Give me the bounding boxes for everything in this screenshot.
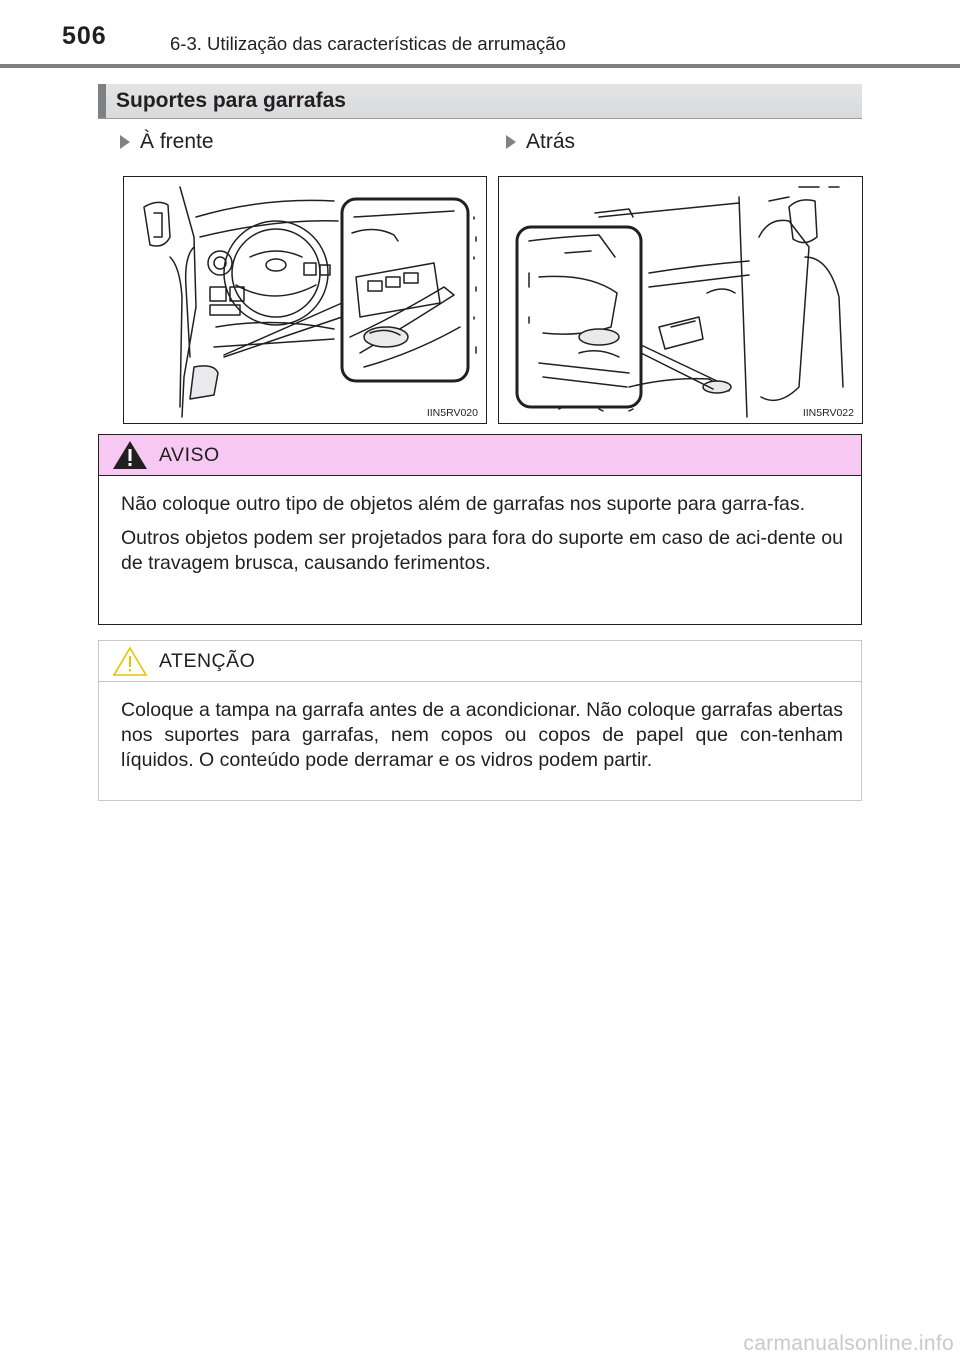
aviso-title: AVISO	[159, 444, 220, 466]
aviso-body	[99, 476, 861, 576]
front-label	[120, 130, 214, 154]
atencao-box	[98, 640, 862, 801]
aviso-paragraph: Não coloque outro tipo de objetos além de garrafas nos suporte para garra-fas.	[121, 493, 805, 515]
figure-code-front: IIN5RV020	[426, 407, 478, 419]
section-accent	[98, 84, 106, 118]
front-dashboard-drawing	[124, 177, 486, 423]
atencao-body	[99, 682, 861, 773]
running-head: 6-3. Utilização das características de arrumação	[170, 33, 566, 54]
section-title-bar	[98, 84, 862, 119]
aviso-box	[98, 434, 862, 625]
triangle-bullet-icon	[506, 135, 516, 149]
watermark: carmanualsonline.info	[743, 1332, 954, 1355]
triangle-bullet-icon	[120, 135, 130, 149]
aviso-header	[99, 435, 861, 476]
rear-label-text: Atrás	[526, 130, 576, 153]
header-rule	[0, 64, 960, 68]
page-number: 506	[62, 22, 107, 50]
caution-triangle-icon	[111, 645, 149, 677]
aviso-paragraph: Outros objetos podem ser projetados para fora do suporte em caso de aci-dente ou de travagem brusca, causando ferimentos.	[121, 527, 843, 574]
rear-illustration	[498, 176, 863, 424]
atencao-paragraph: Coloque a tampa na garrafa antes de a acondicionar. Não coloque garrafas abertas nos suportes para garrafas, nem copos ou copos de papel que con-tenham líquidos. O conteúdo pode derramar e os vidros podem partir.	[121, 699, 843, 771]
atencao-header	[99, 641, 861, 682]
figure-code-rear: IIN5RV022	[802, 407, 854, 419]
rear-door-drawing	[499, 177, 862, 423]
warning-triangle-icon	[111, 439, 149, 471]
atencao-title: ATENÇÃO	[159, 650, 256, 672]
front-label-text: À frente	[140, 130, 214, 153]
rear-label	[506, 130, 575, 154]
front-illustration	[123, 176, 487, 424]
section-title: Suportes para garrafas	[116, 89, 346, 112]
